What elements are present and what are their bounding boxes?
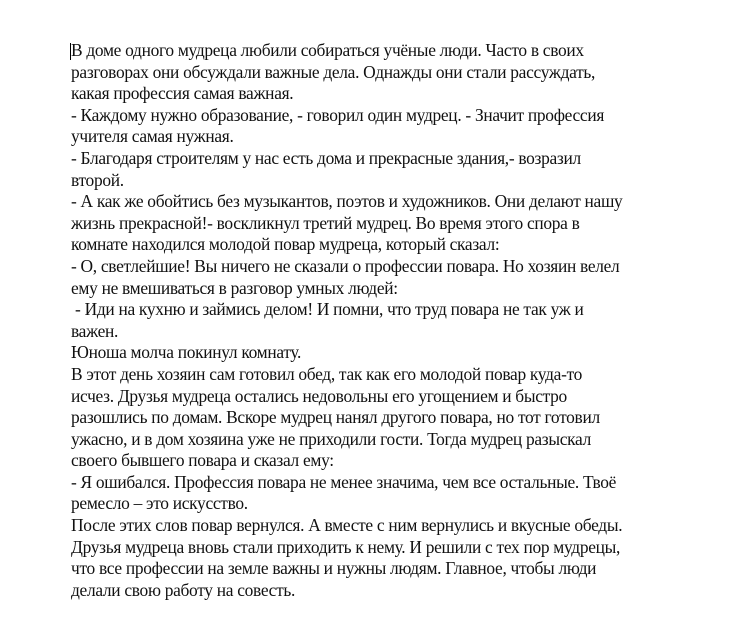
- text-line: учителя самая нужная.: [71, 126, 234, 147]
- text-line: - Иди на кухню и займись делом! И помни, что труд повара не так уж и: [71, 299, 584, 320]
- text-line: - Я ошибался. Профессия повара не менее значима, чем все остальные. Твоё: [71, 471, 617, 492]
- text-cursor: [70, 43, 71, 60]
- text-line: важен.: [71, 320, 119, 341]
- text-line: ремесло – это искусство.: [71, 493, 248, 514]
- text-line: делали свою работу на совесть.: [71, 579, 296, 600]
- text-line: исчез. Друзья мудреца остались недовольны его угощением и быстро: [71, 385, 567, 406]
- text-line: какая профессия самая важная.: [71, 83, 294, 104]
- text-line: разговорах они обсуждали важные дела. Однажды они стали рассуждать,: [71, 61, 596, 82]
- text-line: В доме одного мудреца любили собираться учёные люди. Часто в своих: [71, 40, 584, 60]
- text-line: - О, светлейшие! Вы ничего не сказали о профессии повара. Но хозяин велел: [71, 255, 620, 276]
- text-line: разошлись по домам. Вскоре мудрец нанял другого повара, но тот готовил: [71, 407, 600, 428]
- text-line: - Каждому нужно образование, - говорил один мудрец. - Значит профессия: [71, 104, 605, 125]
- text-line: что все профессии на земле важны и нужны людям. Главное, чтобы люди: [71, 558, 597, 579]
- text-line: своего бывшего повара и сказал ему:: [71, 450, 334, 471]
- text-line: Юноша молча покинул комнату.: [71, 342, 302, 363]
- text-line: После этих слов повар вернулся. А вместе с ним вернулись и вкусные обеды.: [71, 515, 623, 536]
- text-line: Друзья мудреца вновь стали приходить к нему. И решили с тех пор мудрецы,: [71, 536, 621, 557]
- text-line: - Благодаря строителям у нас есть дома и прекрасные здания,- возразил: [71, 147, 581, 168]
- text-line: ему не вмешиваться в разговор умных людей:: [71, 277, 398, 298]
- text-line: ужасно, и в дом хозяина уже не приходили гости. Тогда мудрец разыскал: [71, 428, 591, 449]
- document-text[interactable]: [71, 40, 711, 601]
- text-line: - А как же обойтись без музыкантов, поэтов и художников. Они делают нашу: [71, 191, 623, 212]
- text-line: В этот день хозяин сам готовил обед, так как его молодой повар куда-то: [71, 363, 583, 384]
- text-line: второй.: [71, 169, 124, 190]
- text-line: комнате находился молодой повар мудреца, который сказал:: [71, 234, 500, 255]
- text-line: жизнь прекрасной!- воскликнул третий мудрец. Во время этого спора в: [71, 212, 580, 233]
